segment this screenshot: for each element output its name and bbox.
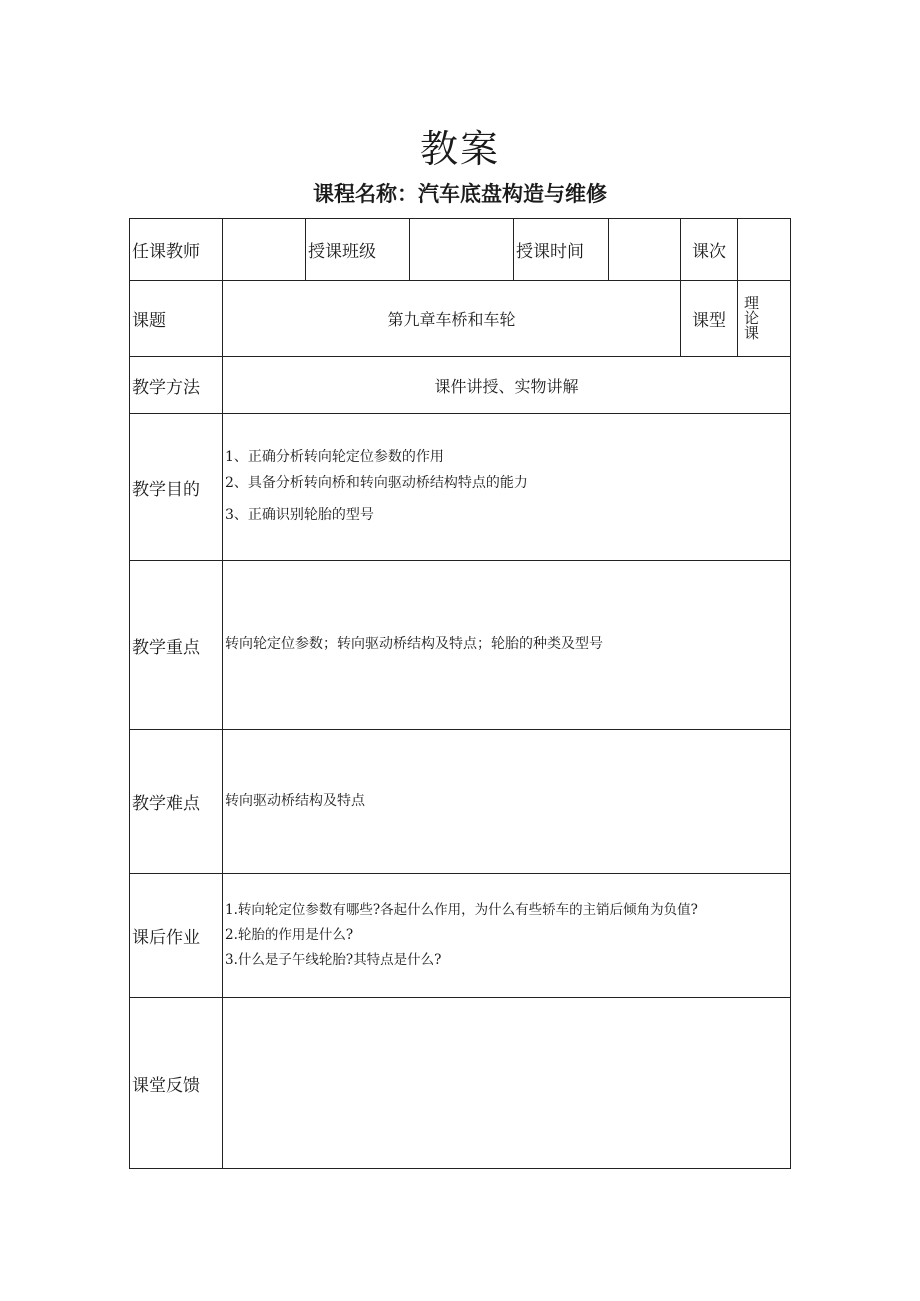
list-item: 1、正确分析转向轮定位参数的作用 <box>225 449 444 466</box>
key-points-label: 教学重点 <box>130 561 223 730</box>
table-row-methods <box>130 357 791 414</box>
type-value <box>738 281 791 357</box>
key-points-value: 转向轮定位参数；转向驱动桥结构及特点；轮胎的种类及型号 <box>223 561 791 730</box>
teacher-label: 任课教师 <box>130 219 223 281</box>
session-label: 课次 <box>681 219 738 281</box>
type-char: 课 <box>744 324 760 342</box>
homework-label: 课后作业 <box>130 874 223 998</box>
topic-label: 课题 <box>130 281 223 357</box>
list-item: 2.轮胎的作用是什么? <box>225 927 354 944</box>
session-value <box>738 219 791 281</box>
topic-value: 第九章车桥和车轮 <box>223 281 681 357</box>
time-value <box>609 219 681 281</box>
type-char: 理 <box>744 294 760 312</box>
methods-value: 课件讲授、实物讲解 <box>223 357 791 414</box>
class-label: 授课班级 <box>306 219 410 281</box>
table-row-homework <box>130 874 791 998</box>
time-label: 授课时间 <box>514 219 609 281</box>
objectives-list <box>223 414 791 561</box>
type-char: 论 <box>744 309 760 327</box>
lesson-plan-table <box>129 218 791 1169</box>
feedback-label: 课堂反馈 <box>130 998 223 1169</box>
list-item: 2、具备分析转向桥和转向驱动桥结构特点的能力 <box>225 475 528 492</box>
difficult-points-value: 转向驱动桥结构及特点 <box>223 730 791 874</box>
document-title: 教案 <box>419 127 500 171</box>
list-item: 3.什么是子午线轮胎?其特点是什么? <box>225 951 442 968</box>
teacher-value <box>223 219 306 281</box>
table-row-topic <box>130 281 791 357</box>
table-row-key-points <box>130 561 791 730</box>
table-row-header-info <box>130 219 791 281</box>
table-row-feedback <box>130 998 791 1169</box>
homework-list <box>223 874 791 998</box>
table-row-objectives <box>130 414 791 561</box>
table-row-difficult-points <box>130 730 791 874</box>
difficult-points-label: 教学难点 <box>130 730 223 874</box>
type-label: 课型 <box>681 281 738 357</box>
feedback-value <box>223 998 791 1169</box>
list-item: 1.转向轮定位参数有哪些?各起什么作用，为什么有些轿车的主销后倾角为负值? <box>225 902 698 919</box>
methods-label: 教学方法 <box>130 357 223 414</box>
objectives-label: 教学目的 <box>130 414 223 561</box>
class-value <box>410 219 514 281</box>
list-item: 3、正确识别轮胎的型号 <box>225 506 374 523</box>
course-name: 课程名称：汽车底盘构造与维修 <box>313 182 607 206</box>
